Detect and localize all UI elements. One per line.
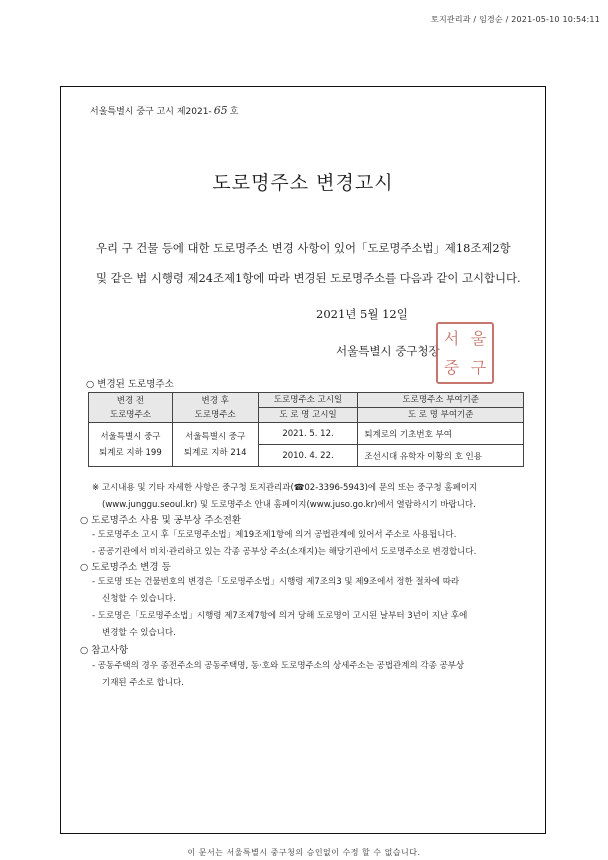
after-address-line1: 서울특별시 중구 <box>185 431 246 442</box>
footer-disclaimer: 이 문서는 서울특별시 중구청의 승인없이 수정 할 수 없습니다. <box>187 848 421 857</box>
section-title-change: ○ 도로명주소 변경 등 <box>80 562 171 573</box>
seal-char: 울 <box>470 329 487 348</box>
header-after <box>172 393 258 423</box>
seal-char: 서 <box>443 329 460 348</box>
page-title: 도로명주소 변경고시 <box>212 172 394 194</box>
cell-after-address <box>172 423 258 467</box>
notice-number <box>90 104 238 117</box>
cell-basis-1: 퇴계로의 기초번호 부여 <box>358 423 524 445</box>
cell-before-address <box>89 423 173 467</box>
change-list <box>92 574 532 642</box>
table-row <box>89 423 524 445</box>
header-basis-line2: 도 로 명 부여기준 <box>407 410 474 420</box>
header-after-line1: 변경 후 <box>201 395 229 406</box>
list-item: 기재된 주소로 합니다. <box>102 678 185 688</box>
before-address-line1: 서울특별시 중구 <box>100 431 161 442</box>
notice-number-suffix: 호 <box>229 107 239 117</box>
before-address-line2: 퇴계로 지하 199 <box>99 447 162 458</box>
header-notice-date-line2: 도 로 명 고시일 <box>279 410 337 420</box>
notice-number-prefix: 서울특별시 중구 고시 제2021- <box>90 107 212 117</box>
list-item: - 도로명은「도로명주소법」시행령 제7조제7항에 의거 당해 도로명이 고시된 날부터 3년이 지난 후에 <box>92 611 468 621</box>
issuer-name: 서울특별시 중구청장 <box>336 344 440 358</box>
list-item: - 도로명주소 고시 후「도로명주소법」제19조제1항에 의거 공법관계에 있어서 주소로 사용됩니다. <box>92 530 457 540</box>
cell-date-1: 2021. 5. 12. <box>258 423 358 445</box>
header-before-line2: 도로명주소 <box>109 409 151 420</box>
section-title-usage: ○ 도로명주소 사용 및 공부상 주소전환 <box>80 515 242 526</box>
official-seal <box>436 322 494 384</box>
notice-date: 2021년 5월 12일 <box>316 307 408 321</box>
list-item: - 공동주택의 경우 종전주소의 공동주택명, 동·호와 도로명주소의 상세주소는 공법관계의 각종 공부상 <box>92 661 465 671</box>
header-basis <box>358 393 524 423</box>
list-item: - 도로명 또는 건물번호의 변경은「도로명주소법」시행령 제7조의3 및 제9조에서 정한 절차에 따라 <box>92 577 460 587</box>
cell-date-2: 2010. 4. 22. <box>258 445 358 467</box>
handwritten-number: 65 <box>213 104 228 117</box>
list-item: 변경할 수 있습니다. <box>102 628 176 638</box>
table-header-row <box>89 393 524 423</box>
address-change-table <box>88 392 524 467</box>
reference-list <box>92 658 532 692</box>
cell-basis-2: 조선시대 유학자 이황의 호 인용 <box>358 445 524 467</box>
header-notice-date <box>258 393 358 423</box>
header-before-line1: 변경 전 <box>116 395 145 406</box>
intro-paragraph: 우리 구 건물 등에 대한 도로명주소 변경 사항이 있어「도로명주소법」제18조제2항 및 같은 법 시행령 제24조제1항에 따라 변경된 도로명주소를 다음과 같이 고시합니다. <box>96 241 521 285</box>
note-line: (www.junggu.seoul.kr) 및 도로명주소 안내 홈페이지(www.juso.go.kr)에서 열람하시기 바랍니다. <box>102 500 476 510</box>
list-item: - 공공기관에서 비치·관리하고 있는 각종 공부상 주소(소재지)는 해당기관에서 도로명주소로 변경합니다. <box>92 547 477 557</box>
header-notice-date-line1: 도로명주소 고시일 <box>259 393 358 408</box>
section-title-changed-address: ○ 변경된 도로명주소 <box>86 379 174 390</box>
list-item: 신청할 수 있습니다. <box>102 594 176 604</box>
header-before <box>89 393 173 423</box>
inquiry-note <box>92 480 532 514</box>
usage-list <box>92 527 532 561</box>
header-after-line2: 도로명주소 <box>194 409 236 420</box>
section-title-reference: ○ 참고사항 <box>80 645 129 656</box>
fax-header: 토지관리과 / 임경순 / 2021-05-10 10:54:11 <box>431 15 600 24</box>
header-basis-line1: 도로명주소 부여기준 <box>358 393 523 408</box>
note-line: ※ 고시내용 및 기타 자세한 사항은 중구청 토지관리과(☎02-3396-5943)에 문의 또는 중구청 홈페이지 <box>92 483 478 493</box>
seal-char: 구 <box>470 358 487 377</box>
seal-char: 중 <box>443 358 460 377</box>
after-address-line2: 퇴계로 지하 214 <box>183 447 247 458</box>
